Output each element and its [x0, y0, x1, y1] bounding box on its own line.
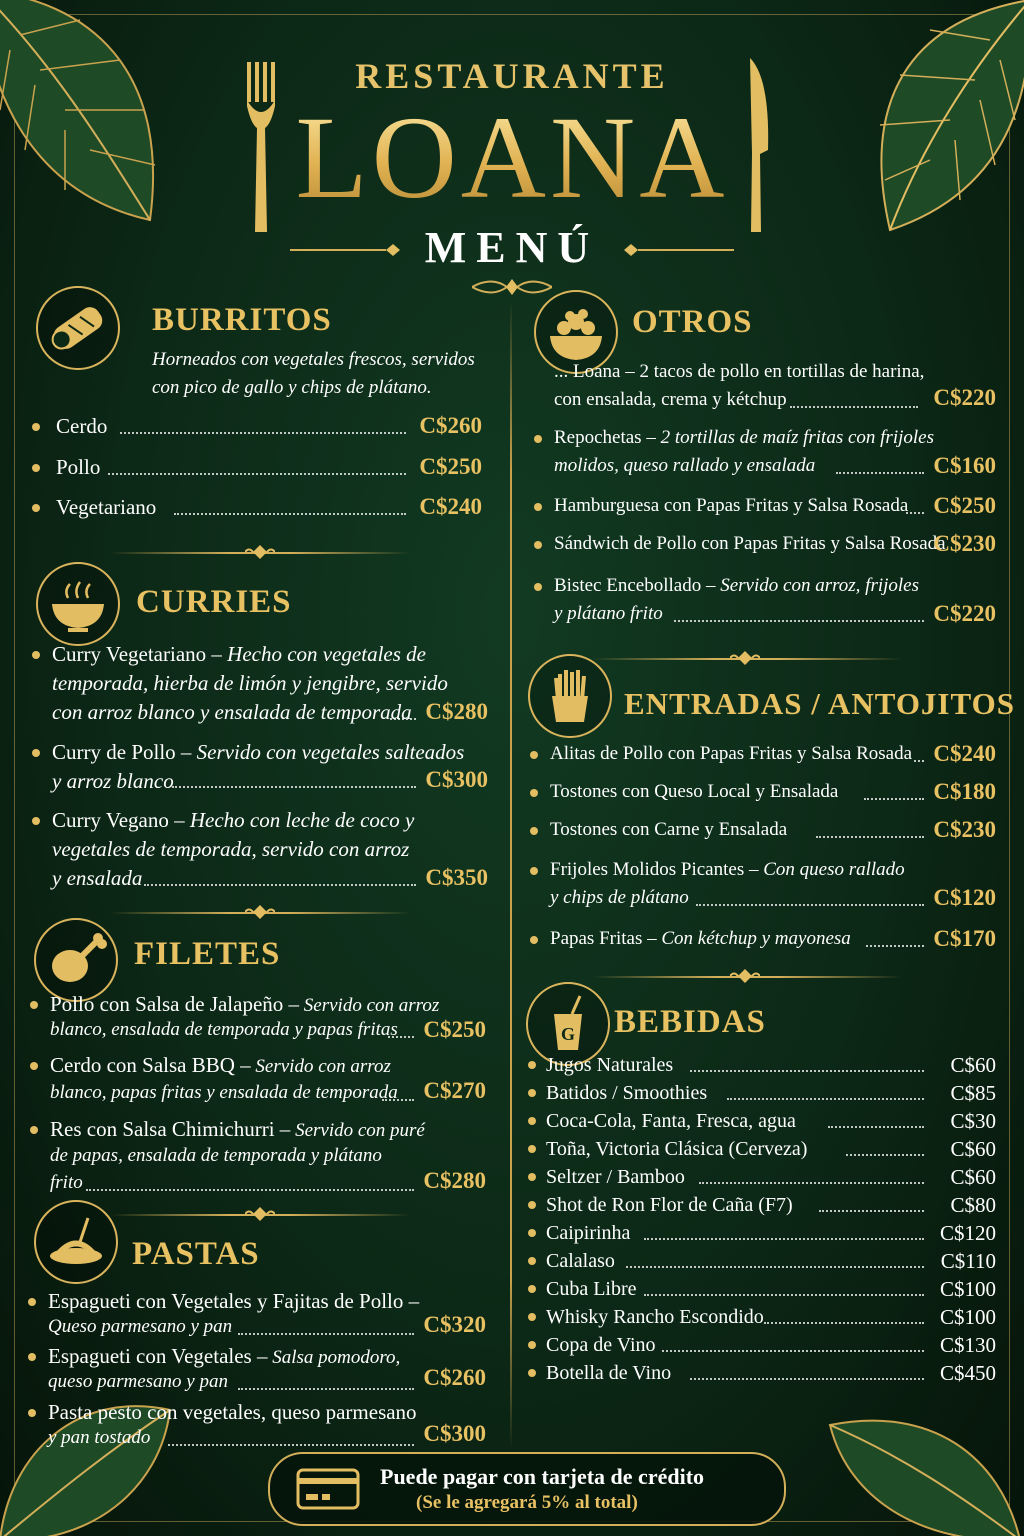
- item-name: Pollo: [56, 455, 101, 479]
- leader-dots: [727, 1098, 924, 1100]
- item-price: C$240: [933, 741, 996, 766]
- menu-item: [32, 493, 482, 521]
- item-name: Tostones con Queso Local y Ensalada: [550, 781, 839, 802]
- leader-dots: [382, 1099, 414, 1101]
- item-price: C$250: [933, 493, 996, 518]
- svg-text:G: G: [560, 1024, 576, 1044]
- burritos-description-line-1: Horneados con vegetales frescos, servidos: [152, 349, 475, 370]
- leader-dots: [866, 945, 924, 947]
- item-description: de papas, ensalada de temporada y plátano: [50, 1145, 382, 1166]
- burritos-title: BURRITOS: [152, 302, 332, 338]
- header-ornament-right-icon: [624, 243, 734, 257]
- menu-item: [534, 572, 996, 628]
- item-price: C$220: [933, 385, 996, 410]
- menu-item: [528, 1136, 996, 1162]
- bullet-icon: [528, 1285, 536, 1293]
- item-description: queso parmesano y pan: [48, 1371, 228, 1392]
- menu-item: [32, 806, 488, 894]
- item-description: y ensalada: [52, 866, 143, 890]
- leader-dots: [819, 1210, 924, 1212]
- item-description: Con queso rallado: [758, 859, 905, 880]
- menu-item: [32, 640, 488, 728]
- bullet-icon: [28, 1298, 36, 1306]
- header-ornament-left-icon: [290, 243, 400, 257]
- item-description: Con kétchup y mayonesa: [656, 928, 851, 949]
- item-price: C$100: [939, 1277, 996, 1301]
- bullet-icon: [534, 541, 542, 549]
- menu-item: [530, 778, 996, 806]
- leader-dots: [238, 1333, 414, 1335]
- leader-dots: [174, 513, 406, 515]
- leader-dots: [86, 1189, 414, 1191]
- item-price: C$60: [950, 1053, 996, 1077]
- entradas-icon-badge: [528, 654, 612, 738]
- item-description: con ensalada, crema y kétchup: [554, 389, 787, 410]
- bullet-icon: [534, 583, 542, 591]
- item-price: C$450: [939, 1361, 996, 1385]
- leader-dots: [699, 1182, 924, 1184]
- menu-item: [30, 1115, 486, 1199]
- soup-bowl-icon: [38, 564, 118, 644]
- item-description: 2 tortillas de maíz fritas con frijoles: [655, 427, 934, 448]
- bullet-icon: [30, 1001, 38, 1009]
- divider-ornament-icon: [245, 905, 275, 919]
- bullet-icon: [528, 1061, 536, 1069]
- bullet-icon: [534, 503, 542, 511]
- item-name: Bistec Encebollado –: [554, 575, 716, 596]
- payment-notice-line-2: (Se le agregará 5% al total): [416, 1492, 638, 1513]
- bullet-icon: [530, 789, 538, 797]
- curries-icon-badge: [36, 562, 120, 646]
- menu-item: [28, 1398, 486, 1454]
- menu-item: [534, 358, 996, 414]
- chicken-leg-icon: [36, 920, 116, 1000]
- leader-dots: [906, 512, 924, 514]
- column-divider: [510, 300, 512, 1450]
- item-price: C$230: [933, 531, 996, 556]
- bullet-icon: [528, 1313, 536, 1321]
- item-price: C$280: [423, 1168, 486, 1193]
- bullet-icon: [528, 1369, 536, 1377]
- menu-item: [534, 424, 996, 480]
- leader-dots: [864, 798, 924, 800]
- leader-dots: [836, 472, 924, 474]
- pastas-title: PASTAS: [132, 1236, 260, 1272]
- bullet-icon: [530, 827, 538, 835]
- item-description: Servido con puré: [290, 1120, 425, 1141]
- item-name: Cerdo con Salsa BBQ –: [50, 1053, 251, 1077]
- menu-item: [530, 740, 996, 768]
- menu-item: [528, 1248, 996, 1274]
- french-fries-icon: [530, 656, 610, 736]
- item-description: y arroz blanco: [52, 769, 174, 793]
- spaghetti-icon: [36, 1202, 116, 1282]
- bullet-icon: [530, 936, 538, 944]
- leader-dots: [846, 1154, 924, 1156]
- bullet-icon: [528, 1201, 536, 1209]
- item-name: Shot de Ron Flor de Caña (F7): [546, 1194, 793, 1216]
- bullet-icon: [530, 867, 538, 875]
- bullet-icon: [530, 751, 538, 759]
- bullet-icon: [32, 749, 40, 757]
- item-description: Salsa pomodoro,: [267, 1347, 401, 1368]
- leader-dots: [790, 406, 918, 408]
- item-description: y plátano frito: [554, 603, 663, 624]
- leader-dots: [626, 1266, 924, 1268]
- item-description: con arroz blanco y ensalada de temporada: [52, 700, 412, 724]
- leader-dots: [828, 1126, 924, 1128]
- item-name: Curry Vegano –: [52, 808, 185, 832]
- item-description: Servido con arroz: [299, 995, 440, 1016]
- item-name: Hamburguesa con Papas Fritas y Salsa Rosada: [554, 495, 909, 516]
- item-description: frito: [50, 1172, 83, 1193]
- menu-item: [28, 1342, 486, 1398]
- bullet-icon: [528, 1341, 536, 1349]
- restaurant-name: LOANA: [0, 98, 1024, 218]
- item-price: C$85: [950, 1081, 996, 1105]
- item-name: Seltzer / Bamboo: [546, 1166, 685, 1188]
- menu-item: [528, 1220, 996, 1246]
- item-description: blanco, papas fritas y ensalada de temporada: [50, 1082, 398, 1103]
- bullet-icon: [528, 1173, 536, 1181]
- item-price: C$260: [423, 1365, 486, 1390]
- leader-dots: [390, 718, 416, 720]
- item-name: Calalaso: [546, 1250, 615, 1272]
- menu-item: [528, 1276, 996, 1302]
- bullet-icon: [32, 423, 40, 431]
- leader-dots: [690, 1070, 924, 1072]
- curries-title: CURRIES: [136, 584, 292, 620]
- bullet-icon: [528, 1089, 536, 1097]
- menu-item: [528, 1332, 996, 1358]
- item-price: C$80: [950, 1193, 996, 1217]
- leader-dots: [662, 1350, 924, 1352]
- item-description: vegetales de temporada, servido con arroz: [52, 837, 410, 861]
- bullet-icon: [32, 464, 40, 472]
- menu-item: [528, 1360, 996, 1386]
- menu-item: [28, 1287, 486, 1343]
- item-name: ... Loana – 2 tacos de pollo en tortillas de harina,: [554, 361, 925, 382]
- item-description: y pan tostado: [48, 1427, 151, 1448]
- item-name: Whisky Rancho Escondido: [546, 1306, 764, 1328]
- otros-title: OTROS: [632, 304, 753, 340]
- item-description: Servido con arroz, frijoles: [715, 575, 920, 596]
- item-description: Servido con arroz: [250, 1056, 391, 1077]
- menu-item: [32, 453, 482, 481]
- item-price: C$160: [933, 453, 996, 478]
- menu-item: [30, 1051, 486, 1111]
- menu-item: [528, 1080, 996, 1106]
- leader-dots: [108, 473, 406, 475]
- pastas-icon-badge: [34, 1200, 118, 1284]
- item-price: C$30: [950, 1109, 996, 1133]
- menu-item: [528, 1164, 996, 1190]
- bullet-icon: [28, 1409, 36, 1417]
- knife-icon: [742, 58, 772, 234]
- item-name: Sándwich de Pollo con Papas Fritas y Salsa Rosada: [554, 533, 946, 554]
- item-price: C$170: [933, 926, 996, 951]
- bullet-icon: [30, 1126, 38, 1134]
- leader-dots: [144, 884, 416, 886]
- item-price: C$120: [939, 1221, 996, 1245]
- item-price: C$220: [933, 601, 996, 626]
- item-price: C$180: [933, 779, 996, 804]
- burritos-icon-badge: [36, 286, 120, 370]
- item-name: Botella de Vino: [546, 1362, 672, 1384]
- item-name: Espagueti con Vegetales –: [48, 1344, 268, 1368]
- item-price: C$250: [423, 1017, 486, 1042]
- item-price: C$130: [939, 1333, 996, 1357]
- item-price: C$350: [425, 865, 488, 890]
- item-name: Alitas de Pollo con Papas Fritas y Salsa Rosada: [550, 743, 913, 764]
- item-name: Batidos / Smoothies: [546, 1082, 708, 1104]
- item-price: C$100: [939, 1305, 996, 1329]
- item-price: C$250: [419, 454, 482, 479]
- menu-item: [528, 1052, 996, 1078]
- payment-notice-line-1: Puede pagar con tarjeta de crédito: [380, 1464, 705, 1489]
- leader-dots: [914, 760, 924, 762]
- menu-item: [30, 990, 486, 1050]
- item-description: temporada, hierba de limón y jengibre, servido: [52, 671, 448, 695]
- leader-dots: [172, 786, 416, 788]
- entradas-title: ENTRADAS / ANTOJITOS: [624, 686, 1015, 721]
- leader-dots: [674, 620, 924, 622]
- leader-dots: [238, 1388, 414, 1390]
- bullet-icon: [32, 504, 40, 512]
- item-price: C$300: [423, 1421, 486, 1446]
- item-name: Caipirinha: [546, 1222, 631, 1244]
- bullet-icon: [32, 817, 40, 825]
- divider-ornament-icon: [245, 1207, 275, 1221]
- item-description: Hecho con leche de coco y: [184, 808, 415, 832]
- divider-ornament-icon: [730, 969, 760, 983]
- filetes-title: FILETES: [134, 936, 281, 972]
- payment-notice: [268, 1452, 786, 1526]
- bullet-icon: [30, 1062, 38, 1070]
- menu-item: [528, 1192, 996, 1218]
- item-price: C$260: [419, 413, 482, 438]
- item-name: Pasta pesto con vegetales, queso parmesano: [48, 1400, 417, 1424]
- menu-item: [530, 925, 996, 953]
- bullet-icon: [28, 1353, 36, 1361]
- item-name: Copa de Vino: [546, 1334, 656, 1356]
- item-price: C$270: [423, 1078, 486, 1103]
- item-name: Tostones con Carne y Ensalada: [550, 819, 788, 840]
- fork-icon: [245, 62, 281, 234]
- leader-dots: [644, 1238, 924, 1240]
- item-description: Hecho con vegetales de: [221, 642, 426, 666]
- item-description: Servido con vegetales salteados: [191, 740, 465, 764]
- item-price: C$60: [950, 1165, 996, 1189]
- item-price: C$300: [425, 767, 488, 792]
- item-price: C$110: [940, 1249, 996, 1273]
- item-description: molidos, queso rallado y ensalada: [554, 455, 816, 476]
- menu-item: [32, 738, 488, 798]
- divider-ornament-icon: [245, 545, 275, 559]
- menu-item: [530, 816, 996, 844]
- item-name: Curry de Pollo –: [52, 740, 192, 764]
- menu-item: [534, 492, 996, 520]
- bebidas-title: BEBIDAS: [614, 1004, 766, 1040]
- leader-dots: [696, 904, 924, 906]
- bullet-icon: [528, 1229, 536, 1237]
- burrito-icon: [38, 288, 118, 368]
- leader-dots: [388, 1036, 414, 1038]
- menu-item: [528, 1304, 996, 1330]
- bullet-icon: [534, 435, 542, 443]
- burritos-description-line-2: con pico de gallo y chips de plátano.: [152, 377, 432, 398]
- item-name: Pollo con Salsa de Jalapeño –: [50, 992, 300, 1016]
- menu-item: [534, 530, 996, 558]
- leader-dots: [644, 1294, 924, 1296]
- menu-item: [530, 856, 996, 912]
- item-price: C$230: [933, 817, 996, 842]
- palm-leaf-bottom-right-icon: [790, 1395, 1024, 1536]
- bullet-icon: [528, 1145, 536, 1153]
- restaurant-label: RESTAURANTE: [355, 56, 669, 96]
- item-description: blanco, ensalada de temporada y papas fritas: [50, 1019, 398, 1040]
- item-name: Vegetariano: [56, 495, 157, 519]
- item-price: C$280: [425, 699, 488, 724]
- leader-dots: [168, 1444, 414, 1446]
- item-name: Jugos Naturales: [546, 1054, 674, 1076]
- leader-dots: [764, 1322, 924, 1324]
- menu-item: [32, 412, 482, 440]
- item-price: C$320: [423, 1312, 486, 1337]
- item-name: Papas Fritas –: [550, 928, 657, 949]
- credit-card-icon: [296, 1468, 360, 1510]
- item-description: y chips de plátano: [550, 887, 689, 908]
- item-name: Repochetas –: [554, 427, 656, 448]
- bullet-icon: [32, 651, 40, 659]
- leader-dots: [120, 432, 406, 434]
- leader-dots: [690, 1378, 924, 1380]
- item-name: Coca-Cola, Fanta, Fresca, agua: [546, 1110, 796, 1132]
- item-name: Cerdo: [56, 414, 108, 438]
- divider-ornament-icon: [730, 651, 760, 665]
- item-price: C$120: [933, 885, 996, 910]
- leader-dots: [816, 836, 924, 838]
- bullet-icon: [528, 1257, 536, 1265]
- item-name: Curry Vegetariano –: [52, 642, 222, 666]
- menu-item: [528, 1108, 996, 1134]
- item-price: C$240: [419, 494, 482, 519]
- bullet-icon: [528, 1117, 536, 1125]
- item-name: Cuba Libre: [546, 1278, 637, 1300]
- menu-title: MENÚ: [424, 223, 600, 272]
- item-name: Res con Salsa Chimichurri –: [50, 1117, 291, 1141]
- item-name: Toña, Victoria Clásica (Cerveza): [546, 1138, 808, 1160]
- item-price: C$60: [950, 1137, 996, 1161]
- item-description: Queso parmesano y pan: [48, 1316, 233, 1337]
- item-name: Frijoles Molidos Picantes –: [550, 859, 759, 880]
- item-name: Espagueti con Vegetales y Fajitas de Pollo –: [48, 1289, 420, 1313]
